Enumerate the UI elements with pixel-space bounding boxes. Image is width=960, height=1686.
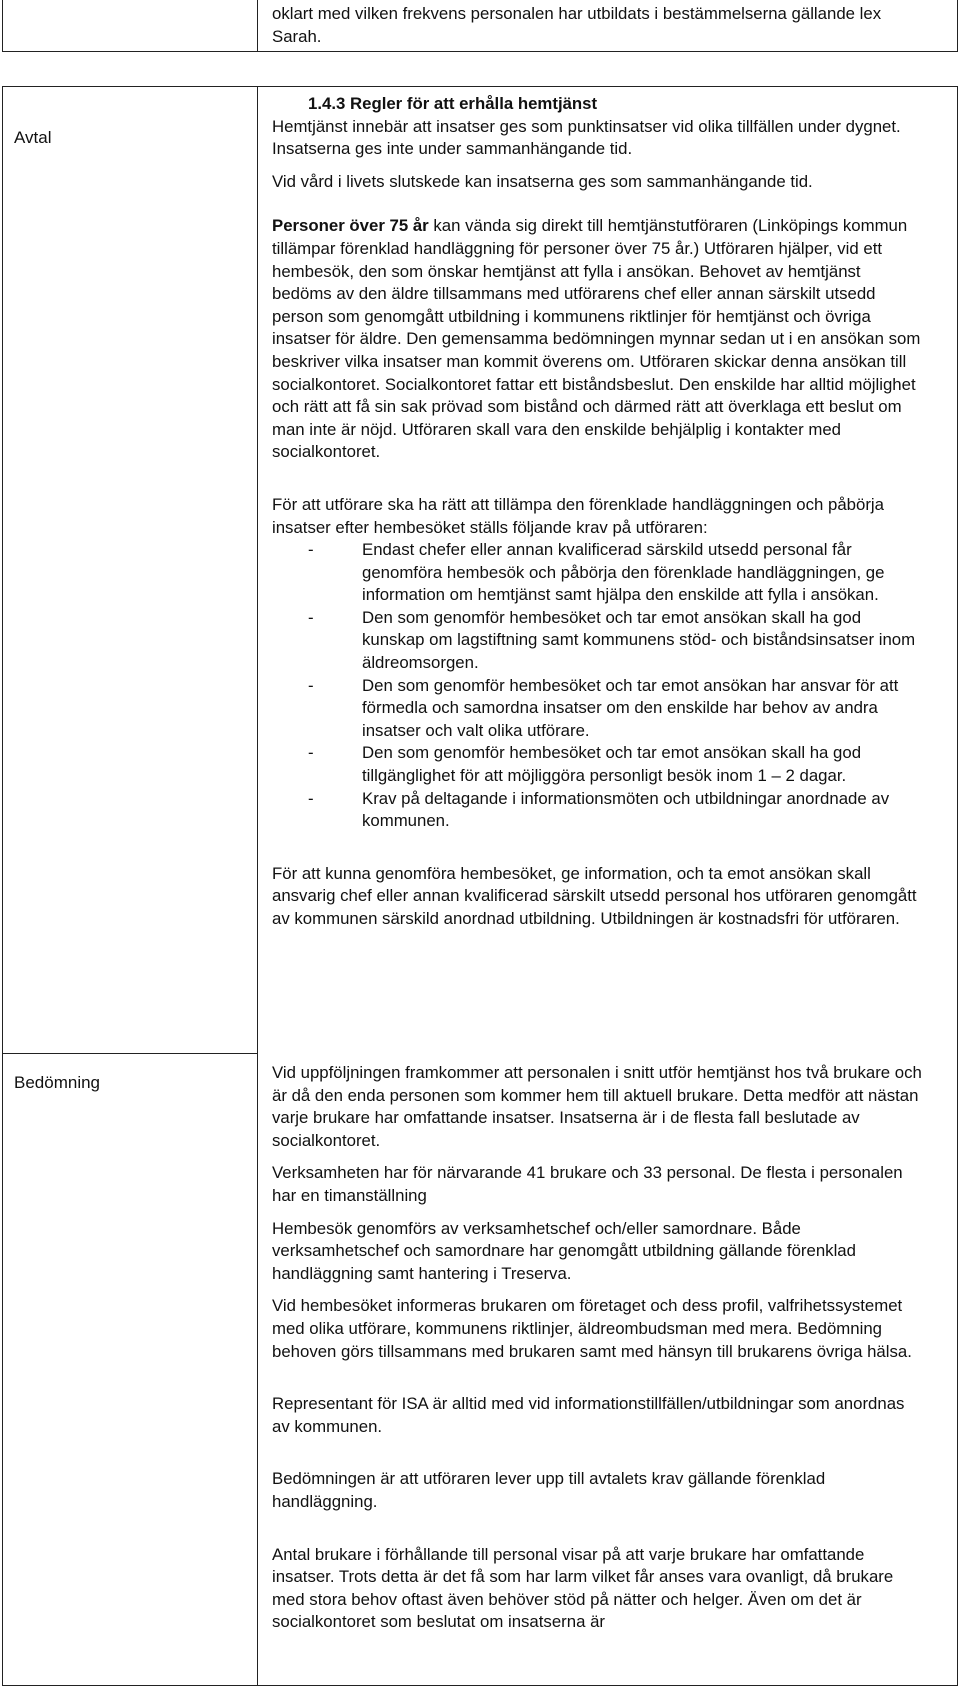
- avtal-paragraph-3-rest: kan vända sig direkt till hemtjänstutföraren (Linköpings kommun tillämpar förenklad handläggning för personer över 75 år.) Utföraren hjälper, vid ett hembesök, den som önskar hemtjänst att fylla i ansökan. Behovet av hemtjänst bedöms av den äldre tillsammans med utförarens chef eller annan särskilt utsedd person som genomgått utbildning i kommunens riktlinjer för hemtjänst och övriga insatser för äldre. Den gemensamma bedömningen mynnar sedan ut i en ansökan som beskriver vilka insatser man kommit överens om. Utföraren skickar denna ansökan till socialkontoret. Socialkontoret fattar ett biståndsbeslut. Den enskilde har alltid möjlighet och rätt att få sin sak prövad som bistånd och därmed rätt att överklaga ett beslut om man inte är nöjd. Utföraren skall vara den enskilde behjälplig i kontakter med socialkontoret.: [272, 216, 921, 462]
- bedomning-paragraph-4: Vid hembesöket informeras brukaren om företaget och dess profil, valfrihetssystemet med olika utförare, kommunens riktlinjer, äldreombudsman med mera. Bedömning behoven görs tillsammans med brukaren samt med hänsyn till brukarens övriga hälsa.: [272, 1296, 912, 1361]
- bedomning-paragraph-5: Representant för ISA är alltid med vid informationstillfällen/utbildningar som anordnas av kommunen.: [272, 1394, 905, 1436]
- bedomning-paragraph-6: Bedömningen är att utföraren lever upp till avtalets krav gällande förenklad handläggning.: [272, 1469, 826, 1511]
- list-item: - Den som genomför hembesöket och tar emot ansökan skall ha god kunskap om lagstiftning samt kommunens stöd- och biståndsinsatser inom äldreomsorgen.: [272, 607, 922, 675]
- bedomning-label: Bedömning: [14, 1073, 101, 1092]
- avtal-label: Avtal: [14, 128, 52, 147]
- list-item: - Den som genomför hembesöket och tar emot ansökan skall ha god tillgänglighet för att möjliggöra personligt besök inom 1 – 2 dagar.: [272, 742, 922, 787]
- avtal-paragraph-4: För att utförare ska ha rätt att tillämpa den förenklade handläggningen och påbörja insatser efter hembesöket ställs följande krav på utföraren:: [272, 494, 884, 537]
- avtal-paragraph-1: Hemtjänst innebär att insatser ges som punktinsatser vid olika tillfällen under dygnet. Insatserna ges inte under sammanhängande tid.: [272, 116, 901, 159]
- top-cell-text: [272, 3, 912, 48]
- row-divider: [2, 1053, 258, 1054]
- avtal-paragraph-3: [272, 215, 922, 464]
- requirements-list: [272, 539, 922, 833]
- bedomning-content: [272, 1062, 922, 1634]
- avtal-content: [272, 93, 922, 931]
- top-table-divider: [257, 0, 258, 52]
- list-item: - Krav på deltagande i informationsmöten och utbildningar anordnade av kommunen.: [272, 788, 922, 833]
- list-item: - Den som genomför hembesöket och tar emot ansökan har ansvar för att förmedla och samordna insatser om den enskilde har behov av andra insatser och valt olika utförare.: [272, 675, 922, 743]
- avtal-paragraph-3-bold: Personer över 75 år: [272, 216, 429, 236]
- bedomning-paragraph-2: Verksamheten har för närvarande 41 brukare och 33 personal. De flesta i personalen har en timanställning: [272, 1163, 903, 1205]
- list-item: - Endast chefer eller annan kvalificerad särskild utsedd personal får genomföra hembesök och påbörja den förenklade handläggningen, ge information om hemtjänst samt hjälpa den enskilde att fylla i ansökan.: [272, 539, 922, 607]
- bedomning-paragraph-1: Vid uppföljningen framkommer att personalen i snitt utför hemtjänst hos två brukare och är då den enda personen som kommer hem till aktuell brukare. Detta medför att nästan varje brukare har omfattande insatser. Insatserna är i de flesta fall beslutade av socialkontoret.: [272, 1063, 922, 1150]
- avtal-paragraph-5: För att kunna genomföra hembesöket, ge information, och ta emot ansökan skall ansvarig chef eller annan kvalificerad särskilt utsedd personal hos utföraren genomgått av kommunen särskild anordnad utbildning. Utbildningen är kostnadsfri för utföraren.: [272, 863, 917, 928]
- avtal-paragraph-2: Vid vård i livets slutskede kan insatserna ges som sammanhängande tid.: [272, 171, 813, 191]
- top-text: oklart med vilken frekvens personalen har utbildats i bestämmelserna gällande lex Sarah.: [272, 4, 882, 46]
- main-table-divider: [257, 86, 258, 1686]
- section-heading: 1.4.3 Regler för att erhålla hemtjänst: [308, 94, 598, 113]
- bedomning-paragraph-3: Hembesök genomförs av verksamhetschef och/eller samordnare. Både verksamhetschef och samordnare har genomgått utbildning gällande förenklad handläggning samt hantering i Treserva.: [272, 1218, 856, 1283]
- bedomning-paragraph-7: Antal brukare i förhållande till personal visar på att varje brukare har omfattande insatser. Trots detta är det få som har larm vilket får anses vara ovanligt, då brukare med stora behov oftast även behöver stöd på nätter och helger. Även om det är socialkontoret som beslutat om insatserna är: [272, 1544, 894, 1632]
